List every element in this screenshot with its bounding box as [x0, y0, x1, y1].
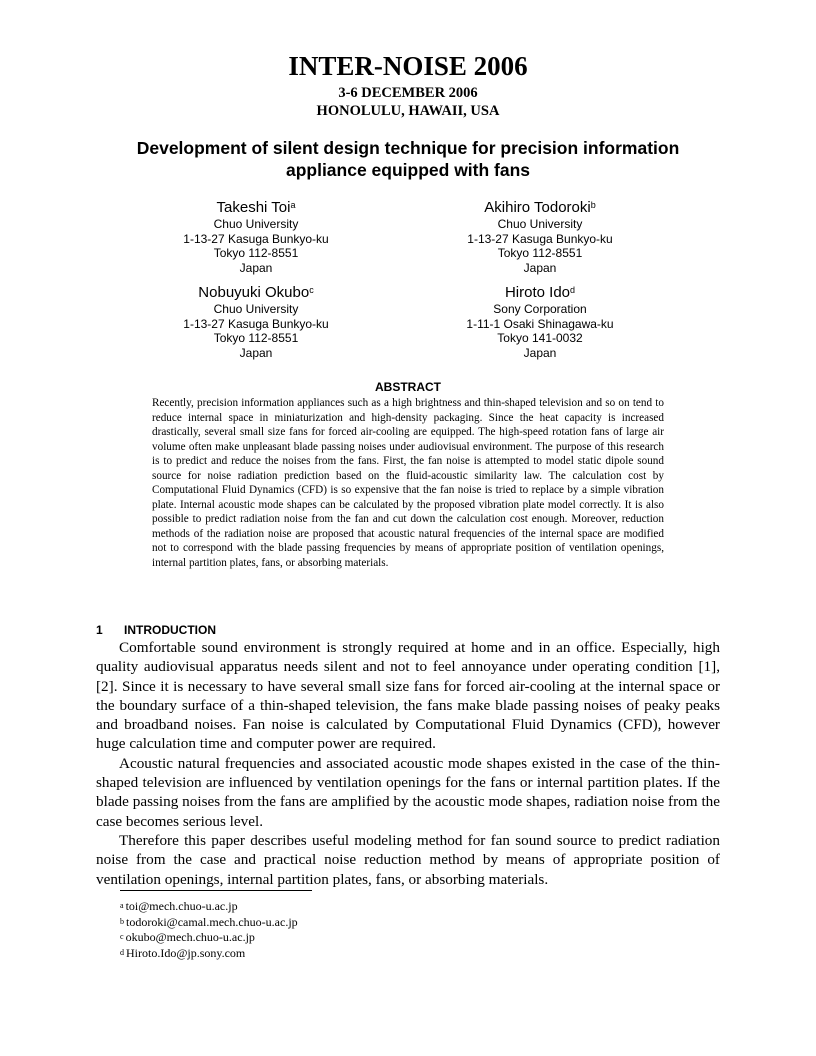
affiliation-line: Chuo University [497, 217, 583, 231]
author-block-toi [106, 198, 406, 275]
author-name: Akihiro Todoroki$^b$ [484, 199, 596, 216]
footnote-item: $^d$ Hiroto.Ido@jp.sony.com [120, 945, 246, 960]
author-mark: a [290, 200, 296, 210]
affiliation-line: 1-13-27 Kasuga Bunkyo-ku [183, 231, 329, 246]
conference-date: 3-6 DECEMBER 2006 [338, 85, 478, 101]
affiliation-line: Chuo University [213, 302, 299, 316]
author-name: Takeshi Toi$^a$ [216, 199, 296, 216]
footnotes [120, 899, 520, 961]
affiliation-line: Japan [239, 345, 273, 360]
email-text: Hiroto.Ido@jp.sony.com [126, 945, 246, 960]
affiliation-line: Japan [239, 260, 273, 275]
section-heading-introduction [96, 623, 216, 638]
affiliation-line: Tokyo 112-8551 [497, 246, 583, 260]
affiliation-line: Japan [523, 260, 557, 275]
affiliation-line: Tokyo 112-8551 [213, 331, 299, 345]
footnote-item: $^b$ todoroki@camal.mech.chuo-u.ac.jp [120, 914, 298, 929]
conference-title: INTER-NOISE 2006 [288, 51, 528, 81]
introduction-body [96, 638, 720, 889]
affiliation-line: Chuo University [213, 217, 299, 231]
affiliation-line: 1-13-27 Kasuga Bunkyo-ku [467, 231, 613, 246]
author-block-todoroki [390, 198, 690, 275]
affiliation-line: Japan [523, 345, 557, 360]
footnote-item: $^c$ okubo@mech.chuo-u.ac.jp [120, 930, 255, 944]
affiliation-line: 1-13-27 Kasuga Bunkyo-ku [183, 316, 329, 331]
affiliation-line: Tokyo 141-0032 [497, 331, 583, 345]
paragraph: Acoustic natural frequencies and associated acoustic mode shapes existed in the case of the thin-shaped television are influenced by ventilation openings for the fans or internal partition plates. If the blade passing noises from the fans are amplified by the acoustic mode shapes, radiation noise from the case becomes serious level. [96, 754, 720, 830]
footnote-divider [120, 890, 312, 891]
paper-title: Development of silent design technique for precision information appliance equipped with fans [136, 138, 680, 180]
affiliation-line: 1-11-1 Osaki Shinagawa-ku [466, 316, 614, 331]
affiliation-line: Tokyo 112-8551 [213, 246, 299, 260]
abstract-heading: ABSTRACT [375, 380, 441, 394]
author-block-okubo [106, 283, 406, 360]
author-name: Hiroto Ido$^d$ [504, 284, 576, 301]
author-mark: c [309, 285, 314, 295]
author-mark: b [590, 200, 596, 210]
email-text: okubo@mech.chuo-u.ac.jp [125, 930, 255, 944]
paragraph: Therefore this paper describes useful modeling method for fan sound source to predict radiation noise from the case and practical noise reduction method by means of appropriate position of ventilation openings, internal partition plates, fans, or absorbing materials. [96, 831, 720, 888]
section-number: 1 [96, 623, 103, 637]
affiliation-line: Sony Corporation [493, 302, 587, 316]
email-text: toi@mech.chuo-u.ac.jp [125, 899, 238, 913]
author-mark: d [570, 285, 576, 295]
author-block-ido [390, 283, 690, 360]
abstract-text: Recently, precision information appliances such as a high brightness and thin-shaped television and so on tend to reduce internal space in miniaturization and high-density packaging. Since the heat capacity is increased drastically, several small size fans for forced air-cooling are equipped. The high-speed rotation fans of large air volume often make unpleasant blade passing noises under audiovisual environment. The purpose of this research is to predict and reduce the noises from the fans. First, the fan noise is attempted to model static dipole sound source for noise radiation prediction based on the fluid-acoustic similarity law. The calculation cost by Computational Fluid Dynamics (CFD) is so expensive that the fan noise is tried to replace by a simple vibration plate. Internal acoustic mode shapes can be calculated by the proposed vibration plate model correctly. It is also possible to predict radiation noise from the fan and cut down the calculation cost enough. Moreover, reduction methods of the radiation noise are proposed that acoustic natural frequencies of the internal space are modified not to correspond with the blade passing frequencies by means of appropriate position of ventilation openings, internal partition plates, fans, or absorbing materials. [152, 397, 664, 569]
email-text: todoroki@camal.mech.chuo-u.ac.jp [126, 914, 298, 929]
section-title: INTRODUCTION [124, 623, 216, 637]
conference-location: HONOLULU, HAWAII, USA [316, 103, 500, 119]
author-name: Nobuyuki Okubo$^c$ [198, 284, 314, 301]
paragraph: Comfortable sound environment is strongly required at home and in an office. Especially, high quality audiovisual apparatus needs silent and not to feel annoyance under operating condition [1], [2]. Since it is necessary to have several small size fans for forced air-cooling at the internal space or the boundary surface of a thin-shaped television, the fans make blade passing noises of peaky peaks and broadband noises. Fan noise is calculated by Computational Fluid Dynamics (CFD), however huge calculation time and computer power are required. [96, 639, 720, 753]
footnote-item: $^a$ toi@mech.chuo-u.ac.jp [120, 899, 238, 913]
